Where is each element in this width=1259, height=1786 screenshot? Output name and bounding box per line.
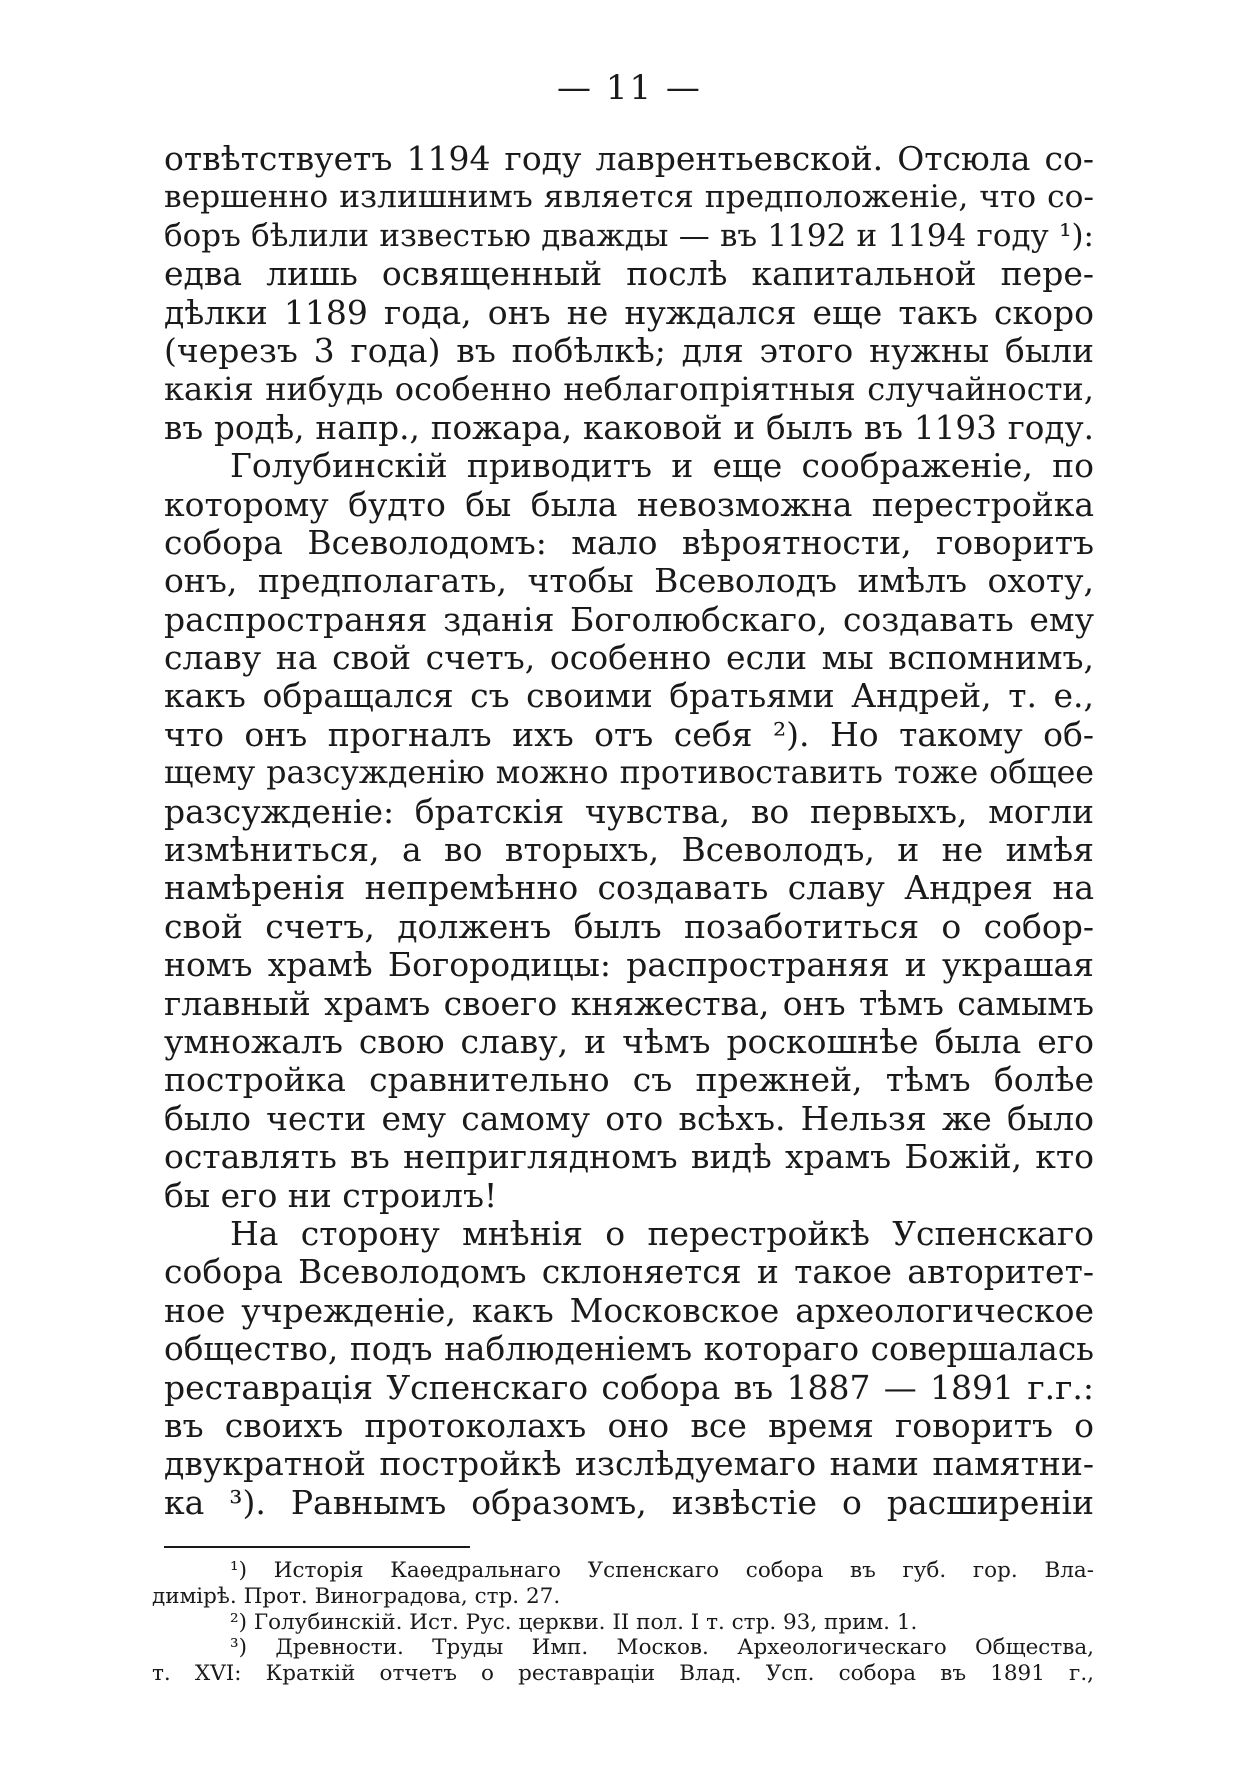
text-line: какъ обращался съ своими братьями Андрей, т. е., — [164, 676, 1094, 716]
text-line: дѣлки 1189 года, онъ не нуждался еще такъ скоро — [164, 292, 1094, 332]
text-line: распространяя зданія Боголюбскаго, создавать ему — [164, 599, 1094, 639]
text-line: собора Всеволодомъ: мало вѣроятности, говоритъ — [164, 522, 1094, 562]
text-line: щему разсужденію можно противоставить тоже общее — [164, 755, 1094, 792]
footnote-line: димірѣ. Прот. Виноградова, стр. 27. — [152, 1583, 561, 1609]
text-line: ка ³). Равнымъ образомъ, извѣстіе о расширеніи — [164, 1482, 1094, 1522]
text-line: На сторону мнѣнія о перестройкѣ Успенскаго — [230, 1213, 1094, 1253]
text-line: онъ, предполагать, чтобы Всеволодъ имѣлъ охоту, — [164, 561, 1094, 601]
text-line: боръ бѣлили известью дважды — въ 1192 и 1194 году ¹): — [164, 217, 1094, 254]
footnote — [152, 1635, 1094, 1687]
footnote-line: ¹) Исторія Каѳедральнаго Успенскаго собора въ губ. гор. Вла- — [230, 1558, 1094, 1583]
footnote-line: ³) Древности. Труды Имп. Москов. Археологическаго Общества, — [230, 1635, 1094, 1661]
text-line: вершенно излишнимъ является предположеніе, что со- — [164, 179, 1094, 216]
text-line: оставлять въ неприглядномъ видѣ храмъ Божій, кто — [164, 1137, 1094, 1177]
text-line: едва лишь освященный послѣ капитальной пере- — [164, 254, 1094, 294]
text-line: какія нибудь особенно неблагопріятныя случайности, — [164, 370, 1094, 409]
text-line: умножалъ свою славу, и чѣмъ роскошнѣе была его — [164, 1021, 1094, 1061]
paragraph — [164, 140, 1094, 447]
text-line: общество, подъ наблюденіемъ котораго совершалась — [164, 1330, 1094, 1369]
paragraph — [164, 447, 1094, 1215]
footnote — [152, 1558, 1094, 1610]
footnote-divider — [164, 1546, 470, 1548]
text-line: свой счетъ, долженъ былъ позаботиться о собор- — [164, 906, 1094, 946]
text-line: двукратной постройкѣ изслѣдуемаго нами памятни- — [164, 1444, 1094, 1484]
footnotes — [152, 1558, 1094, 1687]
text-line: славу на свой счетъ, особенно если мы вспомнимъ, — [164, 638, 1094, 678]
footnote-line: ²) Голубинскій. Ист. Рус. церкви. II пол. I т. стр. 93, прим. 1. — [230, 1609, 918, 1635]
text-line: отвѣтствуетъ 1194 году лаврентьевской. Отсюла со- — [164, 139, 1094, 178]
footnote-line: т. XVI: Краткій отчетъ о реставраціи Влад. Усп. собора въ 1891 г., — [152, 1661, 1094, 1687]
text-line: которому будто бы была невозможна перестройка — [164, 484, 1094, 524]
text-line: въ своихъ протоколахъ оно все время говоритъ о — [164, 1405, 1094, 1445]
text-line: Голубинскій приводитъ и еще соображеніе, по — [230, 446, 1094, 486]
text-line: главный храмъ своего княжества, онъ тѣмъ самымъ — [164, 983, 1094, 1023]
footnote — [152, 1610, 1094, 1636]
text-line: что онъ прогналъ ихъ отъ себя ²). Но такому об- — [164, 714, 1094, 754]
text-line: (черезъ 3 года) въ побѣлкѣ; для этого нужны были — [164, 330, 1094, 370]
page-number: — 11 — — [557, 68, 702, 108]
paragraph — [164, 1215, 1094, 1522]
text-line: бы его ни строилъ! — [164, 1175, 498, 1215]
text-line: намѣренія непремѣнно создавать славу Андрея на — [164, 868, 1094, 908]
text-line: постройка сравнительно съ прежней, тѣмъ болѣе — [164, 1060, 1094, 1100]
text-line: измѣниться, а во вторыхъ, Всеволодъ, и не имѣя — [164, 830, 1094, 870]
text-line: въ родѣ, напр., пожара, каковой и былъ въ 1193 году. — [164, 408, 1094, 447]
text-line: реставрація Успенскаго собора въ 1887 — 1891 г.г.: — [164, 1367, 1094, 1407]
text-line: ное учрежденіе, какъ Московское археологическое — [164, 1290, 1094, 1330]
body-text — [164, 140, 1094, 1522]
text-line: номъ храмѣ Богородицы: распространяя и украшая — [164, 945, 1094, 985]
text-line: собора Всеволодомъ склоняется и такое авторитет- — [164, 1252, 1094, 1292]
text-line: разсужденіе: братскія чувства, во первыхъ, могли — [164, 791, 1094, 831]
text-line: было чести ему самому ото всѣхъ. Нельзя же было — [164, 1098, 1094, 1138]
